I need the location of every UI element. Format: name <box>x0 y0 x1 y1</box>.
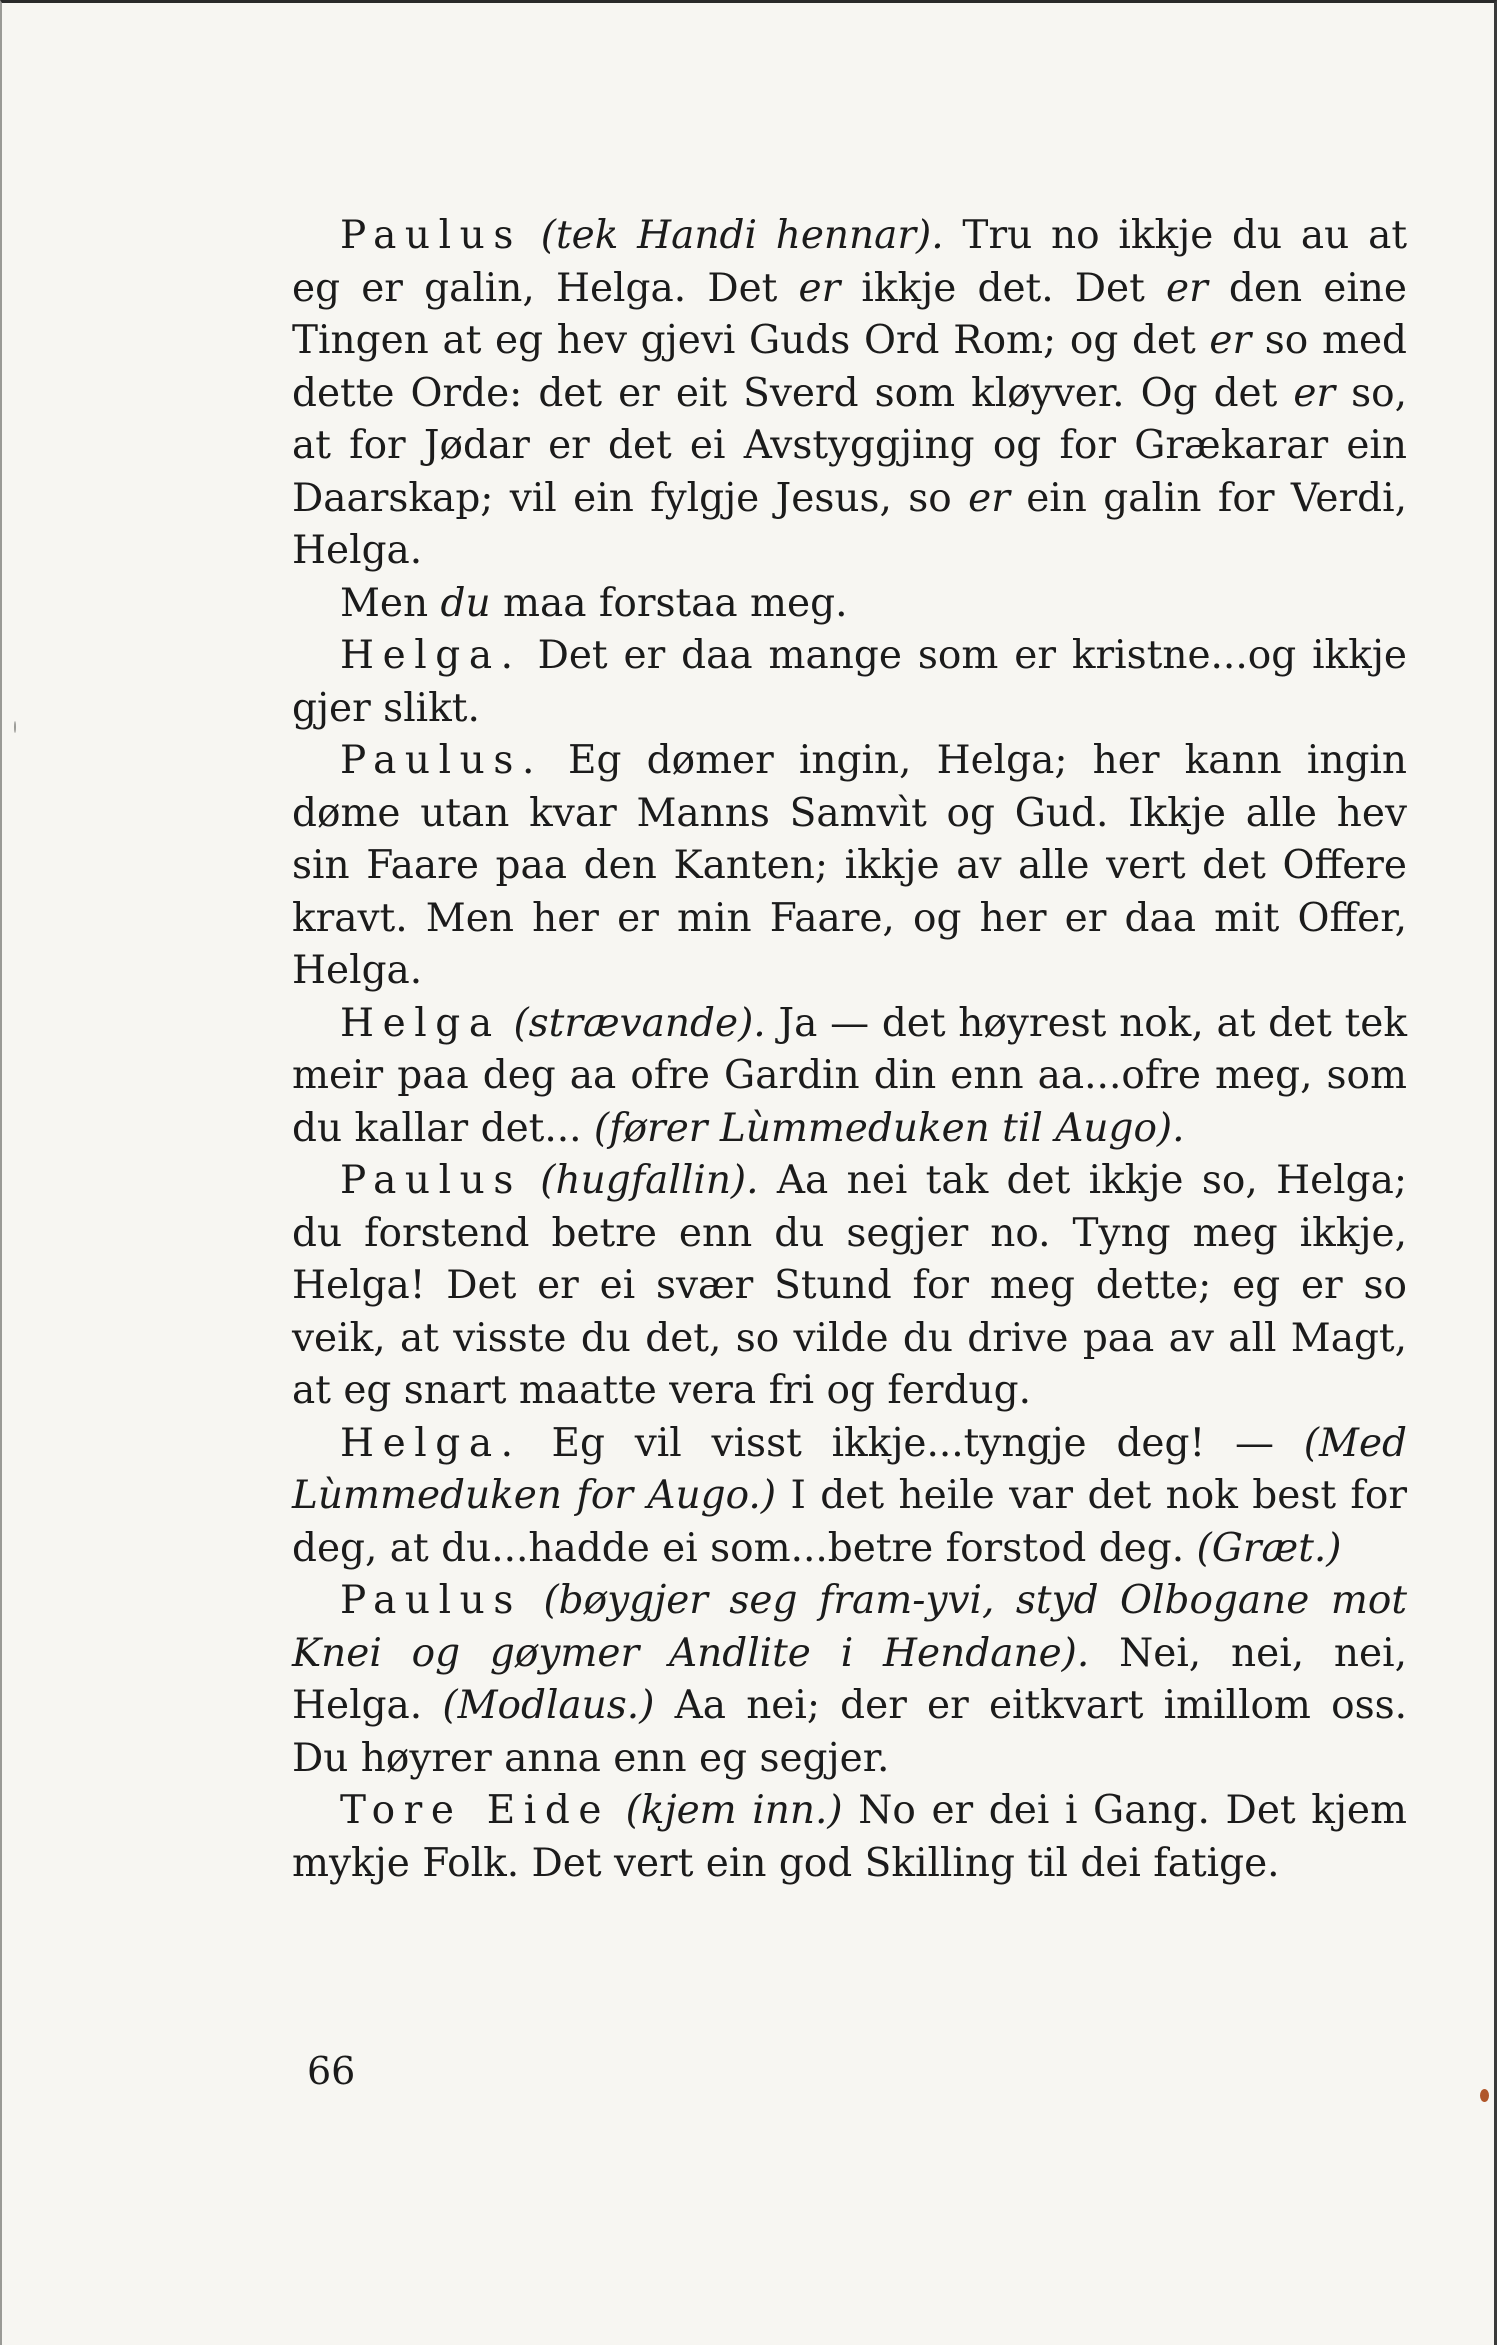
speech-text: ein galin for Verdi, Helga. <box>292 475 1407 573</box>
speech-text: so med dette Orde: det er eit Sverd som kløyver. Og det <box>292 318 1407 416</box>
dialogue-paragraph <box>292 630 1407 735</box>
speech-text <box>522 1578 544 1623</box>
stage-direction: (kjem inn.) <box>625 1788 843 1833</box>
stage-direction: (fører Lùmmeduken til Augo). <box>593 1105 1185 1151</box>
speaker-name: Paulus <box>340 1578 522 1623</box>
dialogue-paragraph <box>292 998 1407 1156</box>
speech-text: Men <box>340 580 441 626</box>
speech-text: Nei, nei, nei, Helga. <box>292 1630 1408 1728</box>
stage-direction: er <box>1166 265 1208 311</box>
speech-text: maa forstaa meg. <box>490 580 848 626</box>
stage-direction: (Med Lùmmeduken for Augo.) <box>292 1420 1407 1518</box>
speech-text <box>501 1001 514 1046</box>
speaker-name: Paulus <box>340 213 522 258</box>
speech-text: Tru no ikkje du au at eg er galin, Helga. Det <box>292 213 1407 311</box>
stage-direction: (strævande). <box>513 1000 766 1046</box>
dialogue-paragraph <box>292 1575 1407 1785</box>
speech-text: Eg dømer ingin, Helga; her kann ingin døme utan kvar Manns Samvìt og Gud. Ikkje alle hev sin Faare paa den Kanten; ikkje av alle vert det Offere kravt. Men her er min Faare, og her er daa mit Offer, Helga. <box>292 738 1407 993</box>
speech-text: Aa nei; der er eitkvart imillom oss. Du høyrer anna enn eg segjer. <box>292 1683 1407 1781</box>
stage-direction: er <box>1293 370 1336 416</box>
speech-text: No er dei i Gang. Det kjem mykje Folk. Det vert ein god Skilling til dei fatige. <box>292 1788 1407 1886</box>
stage-direction: du <box>440 580 491 626</box>
stage-direction: (tek Handi hennar). <box>540 213 944 258</box>
dialogue-paragraph <box>292 1785 1407 1890</box>
speech-text: Eg vil visst ikkje...tyngje deg! — <box>521 1420 1304 1466</box>
margin-speck <box>1480 2089 1489 2102</box>
dialogue-paragraph <box>292 578 1407 631</box>
dialogue-paragraph <box>292 1155 1407 1418</box>
stage-direction: (Græt.) <box>1196 1525 1342 1571</box>
speaker-name: Tore Eide <box>340 1788 611 1833</box>
stage-direction: er <box>968 475 1010 521</box>
dialogue-paragraph <box>292 1418 1407 1576</box>
page-text <box>292 210 1407 1890</box>
stage-direction: (hugfallin). <box>540 1158 759 1203</box>
speech-text: Ja — det høyrest nok, at det tek meir paa deg aa ofre Gardin din enn aa...ofre meg, som du kallar det... <box>292 1000 1407 1151</box>
speaker-name: Helga <box>340 1000 501 1046</box>
speech-text: Aa nei tak det ikkje so, Helga; du forstend betre enn du segjer no. Tyng meg ikkje, Helga! Det er ei svær Stund for meg dette; eg er so veik, at visste du det, so vilde du drive paa av all Magt, at eg snart maatte vera fri og ferdug. <box>292 1158 1407 1413</box>
speaker-name: Paulus <box>340 1158 522 1203</box>
stage-direction: (Modlaus.) <box>442 1683 655 1728</box>
margin-speck <box>14 721 16 733</box>
speaker-name: Helga. <box>340 1420 522 1466</box>
stage-direction: er <box>798 265 841 311</box>
dialogue-paragraph <box>292 210 1407 578</box>
stage-direction: er <box>1209 318 1252 363</box>
speech-text: den eine Tingen at eg hev gjevi Guds Ord Rom; og det <box>292 265 1407 363</box>
speaker-name: Paulus. <box>340 738 543 783</box>
speech-text <box>522 1158 540 1203</box>
stage-direction: (bøygjer seg fram-yvi, styd Olbogane mot Knei og gøymer Andlite i Hendane). <box>292 1578 1407 1676</box>
speech-text: I det heile var det nok best for deg, at du...hadde ei som...betre forstod deg. <box>292 1473 1407 1571</box>
page-number: 66 <box>307 2049 356 2093</box>
speech-text <box>610 1788 626 1833</box>
speaker-name: Helga. <box>340 633 522 678</box>
speech-text: Det er daa mange som er kristne...og ikkje gjer slikt. <box>292 633 1407 731</box>
speech-text: so, at for Jødar er det ei Avstyggjing og for Grækarar ein Daarskap; vil ein fylgje Jesus, so <box>292 370 1407 521</box>
dialogue-paragraph <box>292 735 1407 998</box>
speech-text <box>522 213 541 258</box>
speech-text: ikkje det. Det <box>840 265 1166 311</box>
